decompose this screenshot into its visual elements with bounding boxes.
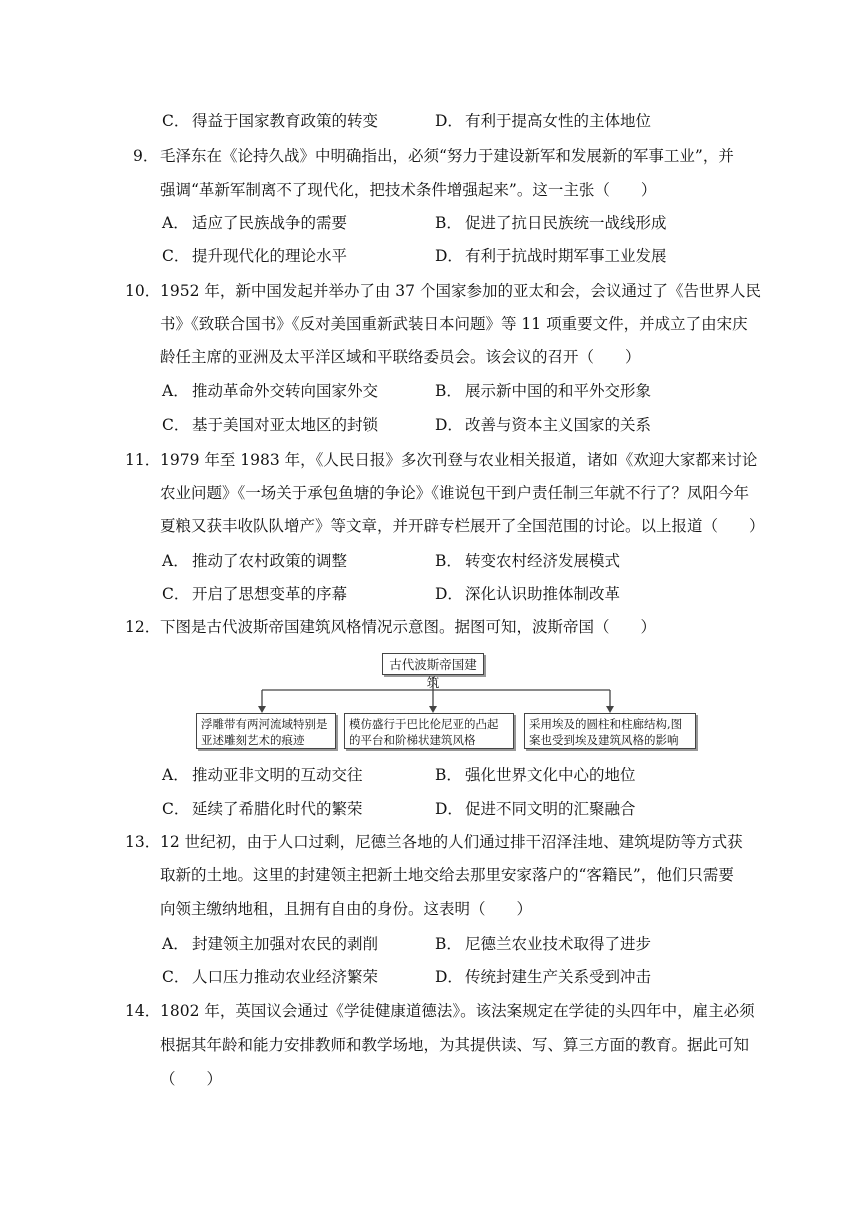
option-letter: B． [435,935,462,953]
option-text: 尼德兰农业技术取得了进步 [465,935,652,953]
q13-option-d[interactable] [435,966,651,988]
option-text: 深化认识助推体制改革 [465,585,621,603]
option-letter: B． [435,552,462,570]
q12-number: 12． [125,618,161,636]
option-letter: C． [162,585,190,603]
q9-number: 9． [133,147,159,165]
option-text: 展示新中国的和平外交形象 [465,382,652,400]
q11-stem-line: 农业问题》《一场关于承包鱼塘的争论》《谁说包干到户责任制三年就不行了？凤阳今年 [160,484,750,502]
option-letter: B． [435,766,462,784]
q11-stem-line: 1979 年至 1983 年，《人民日报》多次刊登与农业相关报道，诸如《欢迎大家都来讨论 [160,451,758,469]
option-text: 封建领主加强对农民的剥削 [192,935,379,953]
option-text: 有利于提高女性的主体地位 [465,112,652,130]
q12-option-c[interactable] [162,798,363,820]
q9-stem-line: 强调“革新军制离不了现代化，把技术条件增强起来”。这一主张（ ） [160,181,657,199]
diagram-box-mesopotamia [196,713,336,749]
diagram-box-egypt [524,713,696,749]
option-text: 人口压力推动农业经济繁荣 [192,968,379,986]
q12-stem-line: 下图是古代波斯帝国建筑风格情况示意图。据图可知，波斯帝国（ ） [160,618,657,636]
option-letter: D． [435,112,463,130]
option-text: 推动亚非文明的互动交往 [192,766,363,784]
option-letter: C． [162,800,190,818]
option-letter: D． [435,968,463,986]
q9-stem-line: 毛泽东在《论持久战》中明确指出，必须“努力于建设新军和发展新的军事工业”，并 [160,147,734,165]
q13-option-b[interactable] [435,933,651,955]
option-letter: D． [435,247,463,265]
option-text: 基于美国对亚太地区的封锁 [192,416,379,434]
option-text: 转变农村经济发展模式 [465,552,621,570]
q11-number: 11． [125,451,161,469]
option-letter: A． [162,552,189,570]
q10-stem-line: 龄任主席的亚洲及太平洋区域和平联络委员会。该会议的召开（ ） [160,348,641,366]
option-letter: B． [435,214,462,232]
q10-number: 10． [125,282,161,300]
q12-option-a[interactable] [162,764,363,786]
option-text: 延续了希腊化时代的繁荣 [192,800,363,818]
q13-option-a[interactable] [162,933,378,955]
option-letter: D． [435,800,463,818]
option-text: 适应了民族战争的需要 [192,214,348,232]
option-letter: A． [162,766,189,784]
q14-stem-line: （ ） [160,1070,223,1088]
option-letter: C． [162,416,190,434]
q11-stem-line: 夏粮又获丰收队队增产》等文章，并开辟专栏展开了全国范围的讨论。以上报道（ ） [160,517,765,535]
q10-stem-line: 1952 年，新中国发起并举办了由 37 个国家参加的亚太和会，会议通过了《告世界人民 [160,282,761,300]
diagram-title-box: 古代波斯帝国建筑 [382,653,484,675]
q14-stem-line: 根据其年龄和能力安排教师和教学场地，为其提供读、写、算三方面的教育。据此可知 [160,1036,750,1054]
q13-option-c[interactable] [162,966,378,988]
diagram-box-line: 采用埃及的圆柱和柱廊结构,图 [529,717,683,731]
diagram-box-line: 模仿盛行于巴比伦尼亚的凸起 [349,717,499,731]
option-text: 强化世界文化中心的地位 [465,766,636,784]
q14-stem-line: 1802 年，英国议会通过《学徒健康道德法》。该法案规定在学徒的头四年中，雇主必须 [160,1002,755,1020]
q10-stem-line: 书》《致联合国书》《反对美国重新武装日本问题》等 11 项重要文件，并成立了由宋庆 [160,315,748,333]
option-text: 改善与资本主义国家的关系 [465,416,652,434]
option-text: 提升现代化的理论水平 [192,247,348,265]
diagram-box-line: 亚述雕刻艺术的痕迹 [201,733,305,747]
q12-option-b[interactable] [435,764,636,786]
option-text: 传统封建生产关系受到冲击 [465,968,652,986]
diagram-box-line: 浮雕带有两河流域特别是 [201,717,328,731]
diagram-box-line: 案也受到埃及建筑风格的影响 [529,733,679,747]
option-text: 得益于国家教育政策的转变 [192,112,379,130]
option-text: 推动了农村政策的调整 [192,552,348,570]
option-letter: C． [162,112,190,130]
option-text: 开启了思想变革的序幕 [192,585,348,603]
q14-number: 14． [125,1002,161,1020]
diagram-box-line: 的平台和阶梯状建筑风格 [349,733,476,747]
option-letter: A． [162,935,189,953]
q13-stem-line: 取新的土地。这里的封建领主把新土地交给去那里安家落户的“客籍民”，他们只需要 [160,866,734,884]
option-letter: C． [162,247,190,265]
q13-stem-line: 向领主缴纳地租，且拥有自由的身份。这表明（ ） [160,900,533,918]
q13-stem-line: 12 世纪初，由于人口过剩，尼德兰各地的人们通过排干沼泽洼地、建筑堤防等方式获 [160,833,743,851]
option-letter: A． [162,214,189,232]
option-letter: A． [162,382,189,400]
option-letter: B． [435,382,462,400]
option-text: 推动革命外交转向国家外交 [192,382,379,400]
q13-number: 13． [125,833,161,851]
option-text: 促进了抗日民族统一战线形成 [465,214,667,232]
option-text: 有利于抗战时期军事工业发展 [465,247,667,265]
q12-option-d[interactable] [435,798,636,820]
option-letter: D． [435,585,463,603]
option-text: 促进不同文明的汇聚融合 [465,800,636,818]
option-letter: D． [435,416,463,434]
option-letter: C． [162,968,190,986]
diagram-box-babylonia [344,713,514,749]
